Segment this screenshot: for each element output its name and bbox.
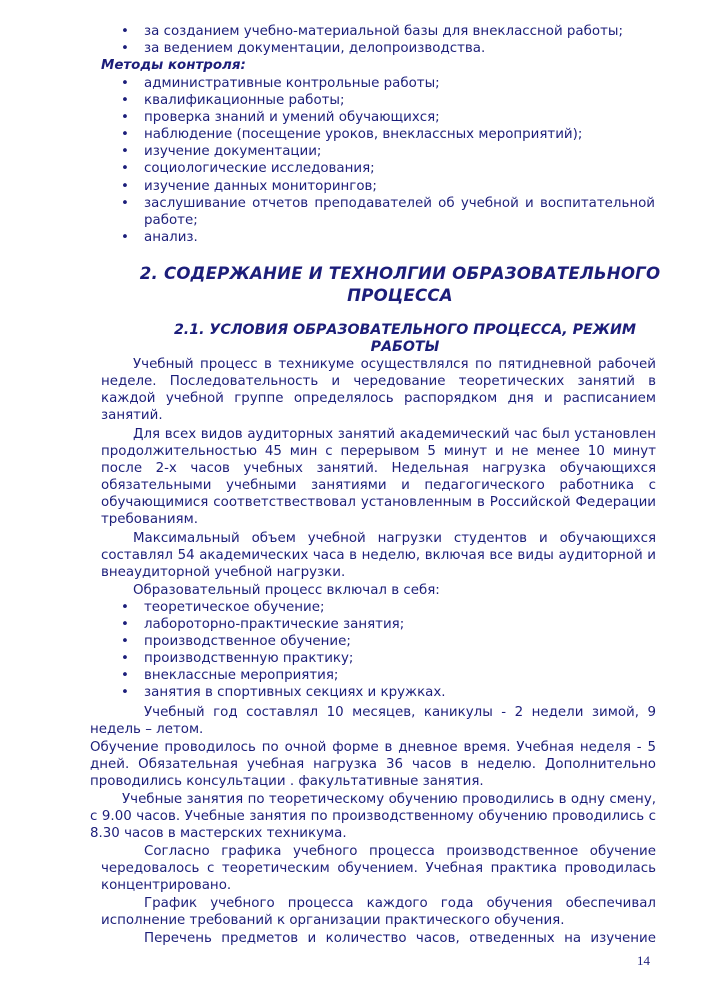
paragraph: Учебный год составлял 10 месяцев, каникулы - 2 недели зимой, 9 недель – летом. [90,705,656,738]
paragraph: Перечень предметов и количество часов, отведенных на изучение [144,931,656,946]
paragraph: Образовательный процесс включал в себя: [133,583,440,598]
bullet-icon: • [121,110,129,126]
bullet-icon: • [121,93,129,109]
list-item-text: заслушивание отчетов преподавателей об учебной и воспитательной работе; [144,195,655,228]
list-item [0,650,707,667]
bullet-icon: • [121,41,129,57]
list-item-text: за ведением документации, делопроизводства. [144,41,486,57]
bullet-icon: • [121,600,129,615]
subsection-title: 2.1. УСЛОВИЯ ОБРАЗОВАТЕЛЬНОГО ПРОЦЕССА, РЕЖИМ РАБОТЫ [173,322,637,355]
paragraph: Обучение проводилось по очной форме в дневное время. Учебная неделя - 5 дней. Обязательная учебная нагрузка 36 часов в неделю. Дополнительно проводились консультации . факультативные занятия. [90,740,656,790]
list-item [0,684,707,701]
list-item-text: внеклассные мероприятия; [144,668,339,684]
bullet-icon: • [121,144,129,160]
bullet-icon: • [121,24,129,39]
list-item [0,75,707,92]
section-title: 2. СОДЕРЖАНИЕ И ТЕХНОЛГИИ ОБРАЗОВАТЕЛЬНОГО ПРОЦЕССА [139,264,661,305]
page-number: 14 [637,953,650,968]
list-item [0,195,707,229]
bullet-icon: • [121,161,129,177]
methods-list [0,75,707,246]
list-item-text: анализ. [144,229,198,245]
list-item-text: производственное обучение; [144,634,351,650]
list-item [0,178,707,195]
list-item [0,633,707,650]
process-components-list [0,599,707,702]
list-item [0,599,707,616]
list-item [0,229,707,246]
list-item [0,109,707,126]
bullet-icon: • [121,127,129,143]
list-item [0,126,707,143]
list-item [0,667,707,684]
paragraph: Учебные занятия по теоретическому обучению проводились в одну смену, с 9.00 часов. Учебные занятия по производственному обучению проводились с 8.30 часов в мастерских техникума. [90,792,656,842]
list-item [0,616,707,633]
bullet-icon: • [121,617,129,633]
list-item-text: квалификационные работы; [144,93,345,109]
list-item-text: проверка знаний и умений обучающихся; [144,110,440,126]
paragraph: График учебного процесса каждого года обучения обеспечивал исполнение требований к организации практического обучения. [101,896,656,929]
methods-heading: Методы контроля: [101,58,246,73]
control-areas-list [0,23,707,57]
list-item-text: производственную практику; [144,651,354,667]
bullet-icon: • [121,178,129,194]
list-item [0,143,707,160]
bullet-icon: • [121,668,129,684]
list-item [0,160,707,177]
list-item-text: занятия в спортивных секциях и кружках. [144,685,446,701]
list-item-text: лабороторно-практические занятия; [144,617,405,633]
bullet-icon: • [121,651,129,667]
bullet-icon: • [121,634,129,650]
list-item [0,92,707,109]
paragraph: Для всех видов аудиторных занятий академический час был установлен продолжительностью 45 мин с перерывом 5 минут и не менее 10 минут после 2-х часов учебных занятий. Недельная нагрузка обучающихся обязательными учебными занятиями и педагогического работника с обучающимися соответствествовал установленным в Российской Федерации требованиям. [101,427,656,528]
bullet-icon: • [121,76,129,91]
paragraph: Согласно графика учебного процесса производственное обучение чередовалось с теоретическим обучением. Учебная практика проводилась концентрировано. [101,844,656,894]
list-item [0,23,707,40]
bullet-icon: • [121,229,129,245]
list-item-text: наблюдение (посещение уроков, внеклассных мероприятий); [144,127,583,143]
list-item [0,40,707,57]
list-item-text: административные контрольные работы; [144,76,440,91]
paragraph: Максимальный объем учебной нагрузки студентов и обучающихся составлял 54 академических часа в неделю, включая все виды аудиторной и внеаудиторной учебной нагрузки. [101,531,656,581]
list-item-text: изучение документации; [144,144,322,160]
bullet-icon: • [121,685,129,701]
paragraph: Учебный процесс в техникуме осуществлялся по пятидневной рабочей неделе. Последовательность и чередование теоретических занятий в каждой учебной группе определялось распорядком дня и расписанием занятий. [101,357,656,424]
list-item-text: социологические исследования; [144,161,375,177]
list-item-text: за созданием учебно-материальной базы для внеклассной работы; [144,24,623,39]
list-item-text: теоретическое обучение; [144,600,325,615]
bullet-icon: • [121,195,129,211]
list-item-text: изучение данных мониторингов; [144,178,377,194]
